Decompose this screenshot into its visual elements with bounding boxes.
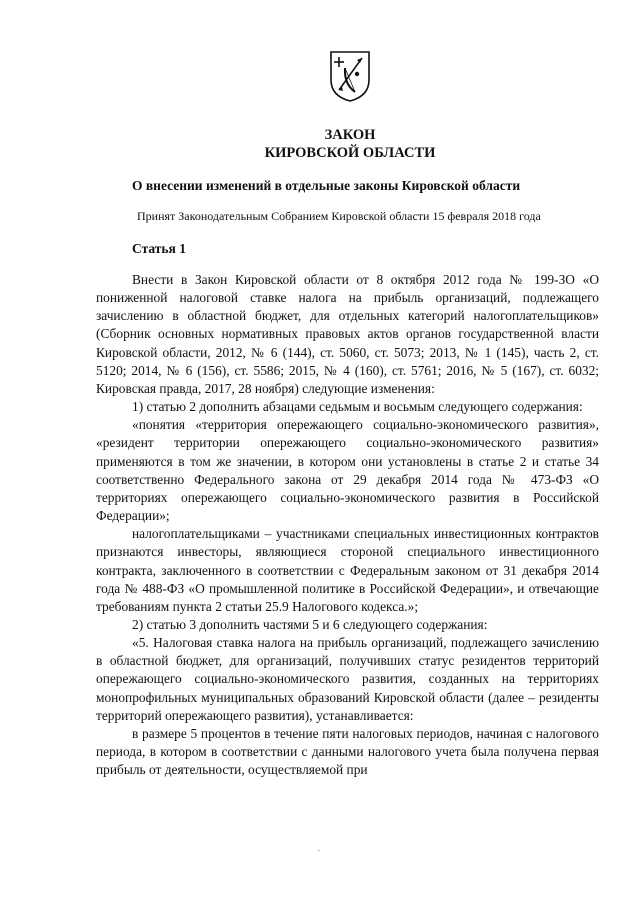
paragraph-item-1: 1) статью 2 дополнить абзацами седьмым и восьмым следующего содержания: [132, 399, 583, 415]
law-subject: О внесении изменений в отдельные законы Кировской области [132, 178, 521, 193]
paragraph-taxpayers: налогоплательщиками – участниками специальных инвестиционных контрактов признаются инвесторы, являющиеся стороной специального инвестиционного контракта, заключенного в соответствии с Федеральным законом от 31 декабря 2014 года № 488-ФЗ «О промышленной политике в Российской Федерации», и отвечающие требованиям пункта 2 статьи 25.9 Налогового кодекса.»; [96, 526, 599, 614]
paragraph-definitions: «понятия «территория опережающего социально-экономического развития», «резидент территории опережающего социально-экономического развития» применяются в том же значении, в котором они установлены в статье 2 и статье 34 соответственно Федерального закона от 29 декабря 2014 года № 473-ФЗ «О территориях опережающего социально-экономического развития в Российской Федерации»; [96, 417, 599, 524]
paragraph-rate-5-percent: в размере 5 процентов в течение пяти налоговых периодов, начиная с налогового периода, в котором в соответствии с данными налогового учета была получена первая прибыль от деятельности, осуществляемой при [96, 725, 599, 778]
coat-of-arms-icon [329, 50, 371, 102]
scan-dot [318, 850, 320, 851]
document-title: ЗАКОН [324, 127, 376, 143]
paragraph-part-5: «5. Налоговая ставка налога на прибыль организаций, подлежащего зачислению в областной бюджет, для организаций, получивших статус резидентов территорий опережающего социально-экономического развития, созданных на территориях монопрофильных муниципальных образований Кировской области (далее – резиденты территорий опережающего развития), устанавливается: [96, 635, 599, 723]
region-title: КИРОВСКОЙ ОБЛАСТИ [264, 145, 436, 161]
paragraph-amendment-intro: Внести в Закон Кировской области от 8 октября 2012 года № 199-ЗО «О пониженной налоговой ставке налога на прибыль организаций, подлежащего зачислению в областной бюджет, для отдельных категорий налогоплательщиков» (Сборник основных нормативных правовых актов органов государственной власти Кировской области, 2012, № 6 (144), ст. 5060, ст. 5073; 2013, № 1 (145), часть 2, ст. 5120; 2014, № 6 (156), ст. 5586; 2015, № 4 (160), ст. 5761; 2016, № 5 (167), ст. 6032; Кировская правда, 2017, 28 ноября) следующие изменения: [96, 272, 599, 396]
adoption-note: Принят Законодательным Собранием Кировской области 15 февраля 2018 года [137, 209, 541, 223]
article-heading: Статья 1 [132, 241, 186, 256]
paragraph-item-2: 2) статью 3 дополнить частями 5 и 6 следующего содержания: [132, 616, 488, 632]
article-body [96, 271, 599, 779]
